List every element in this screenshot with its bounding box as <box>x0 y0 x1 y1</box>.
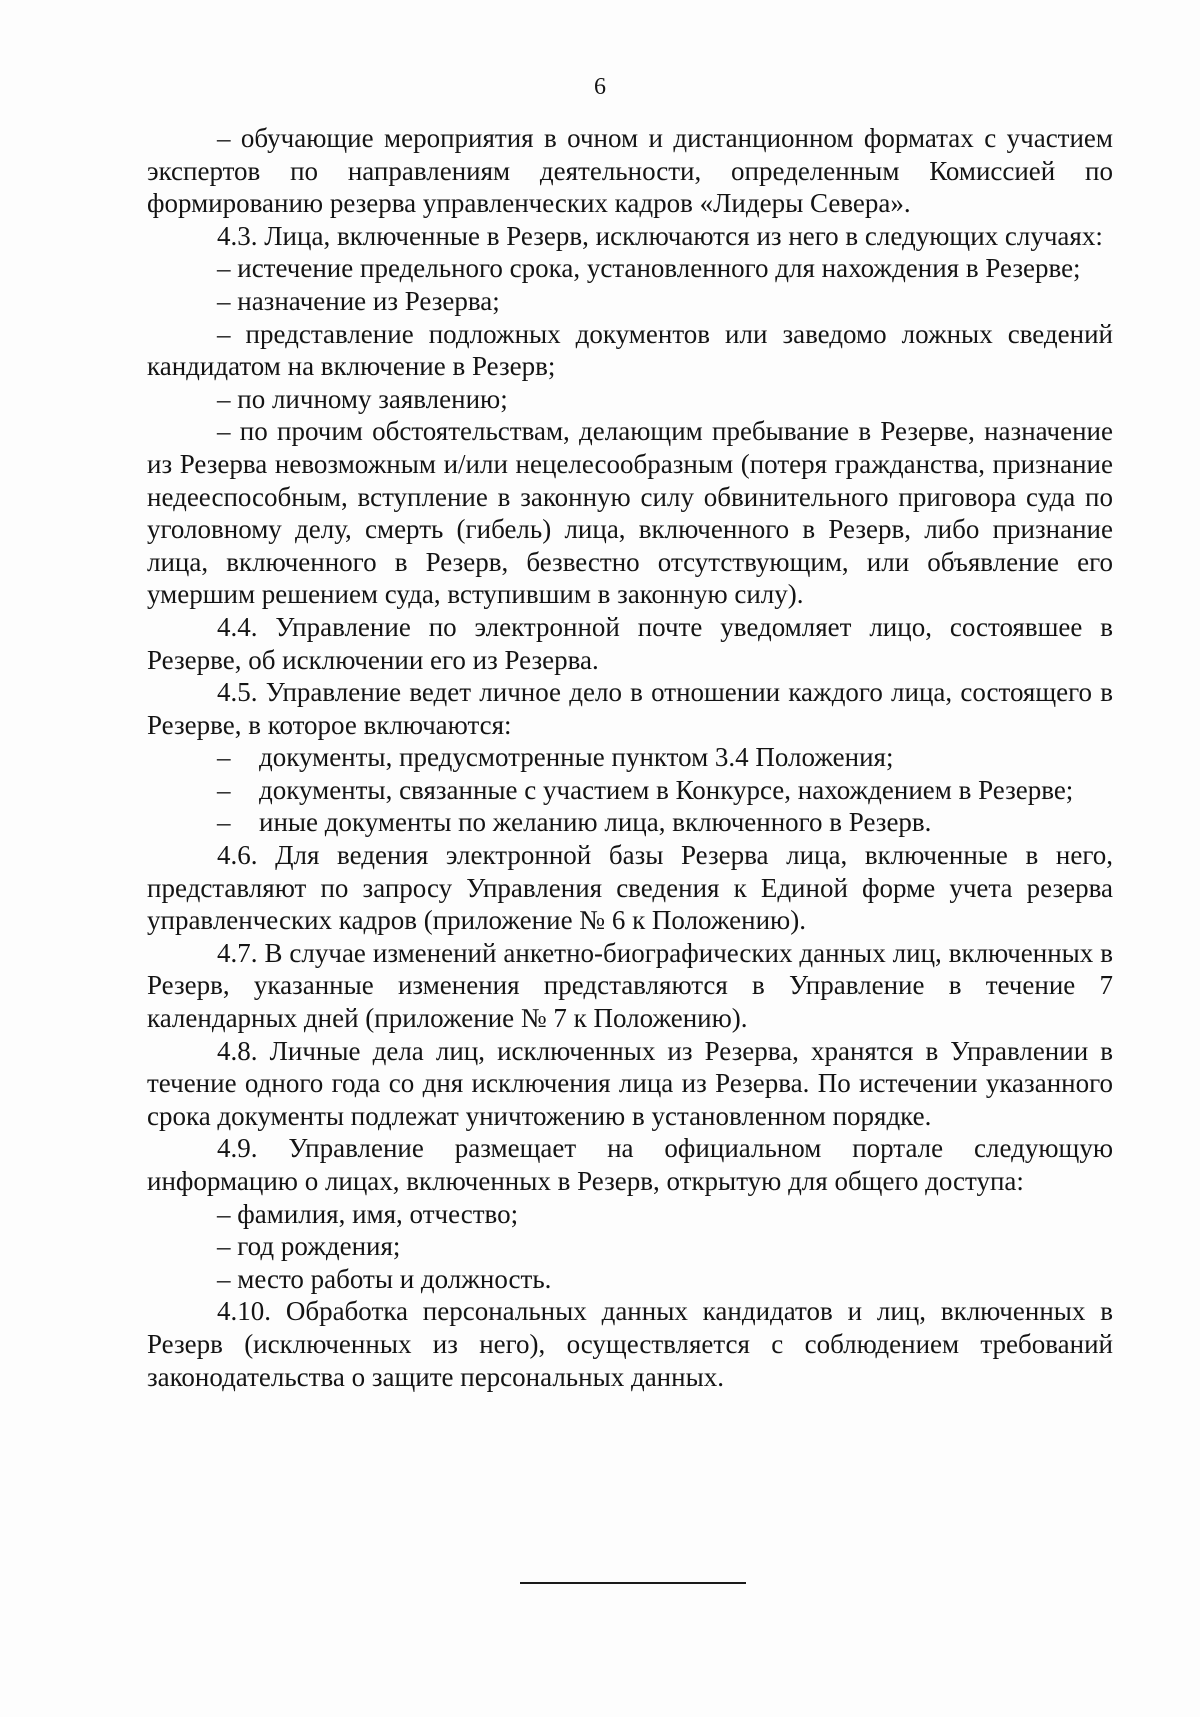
list-item-text: иные документы по желанию лица, включенного в Резерв. <box>259 807 932 838</box>
list-item-term-expiry: – истечение предельного срока, установленного для нахождения в Резерве; <box>217 253 1081 284</box>
list-item-birth-year: – год рождения; <box>217 1231 401 1262</box>
document-body <box>147 122 1113 1393</box>
paragraph-4-5: 4.5. Управление ведет личное дело в отношении каждого лица, состоящего в Резерве, в которое включаются: <box>147 677 1113 740</box>
list-item-provided-documents <box>147 741 1113 774</box>
paragraph-4-4: 4.4. Управление по электронной почте уведомляет лицо, состоявшее в Резерве, об исключении его из Резерва. <box>147 611 1113 675</box>
paragraph-training-events: – обучающие мероприятия в очном и дистанционном форматах с участием экспертов по направлениям деятельности, определенным Комиссией по формированию резерва управленческих кадров «Лидеры Севера». <box>147 123 1113 219</box>
list-item-full-name: – фамилия, имя, отчество; <box>217 1198 519 1229</box>
list-item-other-circumstances: – по прочим обстоятельствам, делающим пребывание в Резерве, назначение из Резерва невозможным и/или нецелесообразным (потеря гражданства, признание недееспособным, вступление в законную силу обвинительного приговора суда по уголовному делу, смерть (гибель) лица, включенного в Резерв, либо признание лица, включенного в Резерв, безвестно отсутствующим, или объявление его умершим решением суда, вступившим в законную силу). <box>147 416 1113 610</box>
list-item-text: документы, предусмотренные пунктом 3.4 Положения; <box>259 742 894 773</box>
paragraph-4-10: 4.10. Обработка персональных данных кандидатов и лиц, включенных в Резерв (исключенных из него), осуществляется с соблюдением требований законодательства о защите персональных данных. <box>147 1296 1113 1392</box>
paragraph-4-9: 4.9. Управление размещает на официальном портале следующую информацию о лицах, включенных в Резерв, открытую для общего доступа: <box>147 1133 1113 1196</box>
list-item-text: документы, связанные с участием в Конкурсе, нахождением в Резерве; <box>259 774 1074 805</box>
page-number: 6 <box>594 74 606 100</box>
list-item-false-documents: – представление подложных документов или заведомо ложных сведений кандидатом на включение в Резерв; <box>147 318 1113 382</box>
list-item-appointment: – назначение из Резерва; <box>217 285 500 316</box>
list-dash: – <box>217 807 231 838</box>
list-dash: – <box>217 774 231 805</box>
list-item-workplace: – место работы и должность. <box>217 1263 552 1294</box>
paragraph-4-7: 4.7. В случае изменений анкетно-биографических данных лиц, включенных в Резерв, указанные изменения представляются в Управление в течение 7 календарных дней (приложение № 7 к Положению). <box>147 937 1113 1034</box>
list-item-personal-request: – по личному заявлению; <box>217 383 508 414</box>
list-dash: – <box>217 742 231 773</box>
list-item-other-documents <box>147 806 1113 839</box>
list-item-contest-documents <box>147 774 1113 807</box>
paragraph-4-6: 4.6. Для ведения электронной базы Резерва лица, включенные в него, представляют по запросу Управления сведения к Единой форме учета резерва управленческих кадров (приложение № 6 к Положению). <box>147 840 1113 936</box>
paragraph-4-3: 4.3. Лица, включенные в Резерв, исключаются из него в следующих случаях: <box>217 220 1103 251</box>
paragraph-4-8: 4.8. Личные дела лиц, исключенных из Резерва, хранятся в Управлении в течение одного года со дня исключения лица из Резерва. По истечении указанного срока документы подлежат уничтожению в установленном порядке. <box>147 1035 1113 1131</box>
end-of-document-rule <box>520 1582 746 1584</box>
